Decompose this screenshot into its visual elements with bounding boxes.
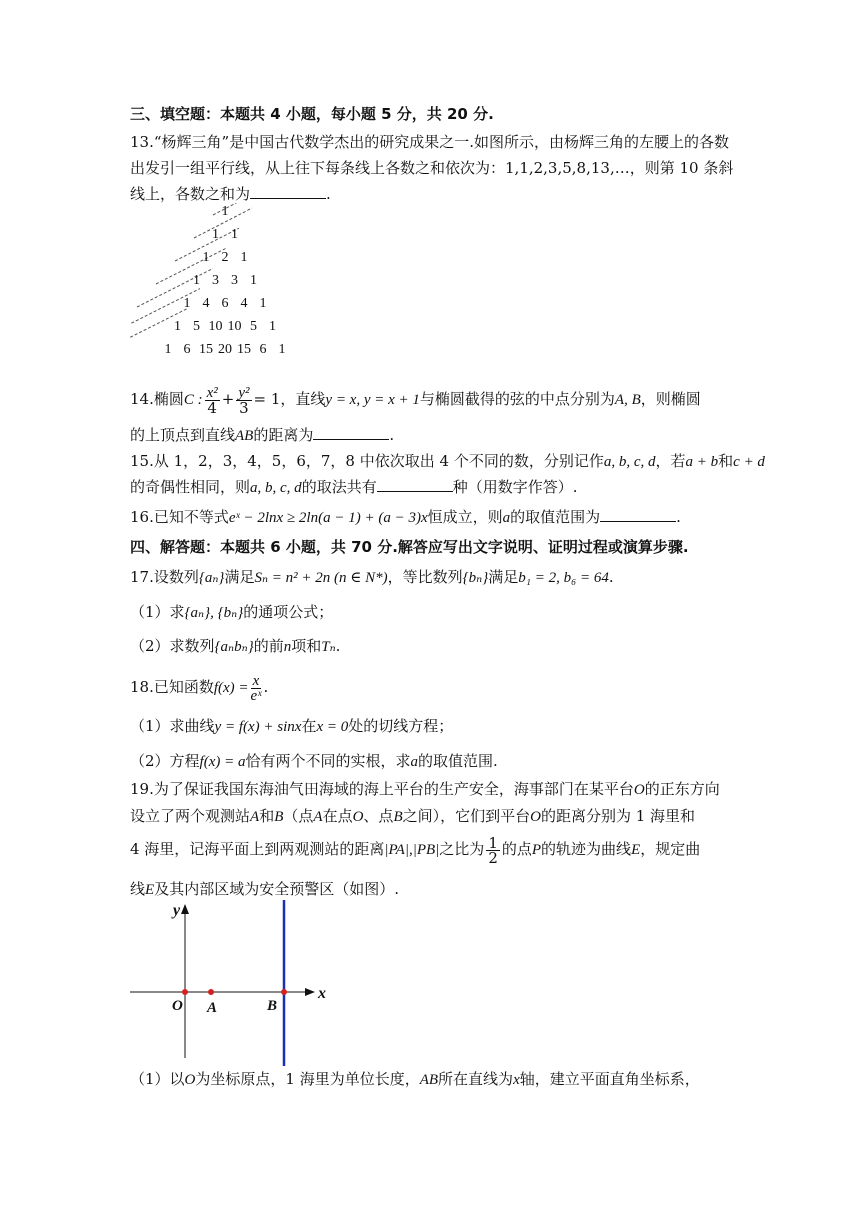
line-equations: y = x, y = x + 1 (325, 392, 420, 408)
q19-text: 设立了两个观测站 (130, 807, 251, 825)
point-b: B (393, 809, 403, 825)
q14-text: 14.椭圆 (130, 390, 184, 408)
triangle-number: 1 (183, 296, 191, 311)
q13-period: . (326, 185, 331, 203)
seq-bn: {bₙ} (462, 570, 489, 586)
q15-text: 种（用数字作答）. (452, 478, 578, 496)
frac-den: 2 (488, 848, 498, 867)
q19-text: 4 海里，记海平面上到两观测站的距离 (130, 840, 385, 858)
triangle-number: 3 (231, 273, 238, 288)
line-ab: AB (419, 1072, 439, 1088)
y-label: y (173, 902, 181, 919)
frac-num: x² (206, 384, 218, 401)
q17-part2 (130, 635, 340, 658)
seq-anbn: {aₙbₙ} (214, 639, 254, 655)
q15-text: 的奇偶性相同，则 (130, 478, 251, 496)
triangle-number: 1 (278, 342, 286, 357)
yanghui-triangle-figure (130, 203, 330, 368)
vars-abcd: a, b, c, d (250, 480, 302, 496)
frac-den: 4 (207, 398, 217, 417)
points-ab: A, B (614, 392, 641, 408)
frac-half (486, 833, 500, 867)
answer-blank[interactable] (250, 184, 326, 199)
q19-text: 之比为 (439, 840, 485, 858)
answer-blank[interactable] (377, 477, 453, 492)
point-o: O (530, 809, 541, 825)
ellipse-name: C : (183, 392, 203, 408)
point-b: B (274, 809, 284, 825)
point-a: A (313, 809, 323, 825)
q16-text: 的取值范围为 (510, 508, 601, 526)
triangle-number: 15 (199, 342, 213, 357)
point-p: P (531, 842, 542, 858)
triangle-number: 6 (183, 342, 191, 357)
o-label: O (172, 998, 183, 1014)
q18-text: 的取值范围. (418, 752, 498, 770)
q18-text: 18.已知函数 (130, 678, 214, 696)
q18-text: 处的切线方程； (348, 717, 454, 735)
q17-text: （1）求 (130, 603, 185, 621)
triangle-number: 1 (269, 319, 276, 334)
frac-den: eˣ (250, 687, 262, 704)
q15-line1 (130, 450, 765, 473)
inequality: eˣ − 2lnx ≥ 2ln(a − 1) + (a − 3)x (228, 510, 428, 526)
q19-text: 线 (130, 880, 146, 898)
q19-text: 在点 (322, 807, 353, 825)
triangle-number: 20 (218, 342, 232, 357)
q19-part1 (130, 1068, 700, 1091)
x-label: x (318, 985, 326, 1002)
a-label: A (207, 1000, 218, 1016)
q17-part1 (130, 601, 333, 624)
triangle-number: 1 (193, 273, 200, 288)
triangle-number: 6 (221, 296, 229, 311)
answer-blank[interactable] (600, 507, 676, 522)
q18-period: . (263, 678, 269, 696)
curve-e: E (145, 882, 155, 898)
y-axis-arrow (181, 904, 189, 914)
var-a: a (502, 510, 511, 526)
q19-text: 所在直线为 (438, 1070, 514, 1088)
q19-line1 (130, 778, 720, 801)
triangle-number: 1 (250, 273, 257, 288)
distances: |PA|,|PB| (384, 842, 440, 858)
q19-text: 之间），它们到平台 (402, 807, 531, 825)
q16-text: 恒成立，则 (427, 508, 503, 526)
frac-den: 3 (239, 398, 249, 417)
triangle-number: 5 (193, 319, 200, 334)
answer-blank[interactable] (313, 425, 389, 440)
triangle-number: 15 (237, 342, 251, 357)
q19-line2 (130, 805, 695, 828)
equation: f(x) = a (199, 754, 246, 770)
q19-text: （1）以 (130, 1070, 185, 1088)
q19-text: 及其内部区域为安全预警区（如图）. (154, 880, 399, 898)
q18-text: 在 (301, 717, 317, 735)
q14-text: ，则椭圆 (640, 390, 701, 408)
curve-e: E (631, 842, 641, 858)
var-x: x (513, 1072, 520, 1088)
expr-a-plus-b: a + b (685, 454, 719, 470)
var-n: n (283, 639, 292, 655)
triangle-number: 6 (259, 342, 267, 357)
q17-text: 的通项公式； (243, 603, 334, 621)
point-o-dot (182, 989, 188, 995)
q18-line1 (130, 672, 268, 703)
q18-text: （1）求曲线 (130, 717, 215, 735)
q17-text: 满足 (488, 568, 519, 586)
q17-text: ，等比数列 (387, 568, 463, 586)
q19-text: 19.为了保证我国东海油气田海域的海上平台的生产安全，海事部门在某平台 (130, 780, 634, 798)
var-a: a (410, 754, 418, 770)
q13-line2: 出发引一组平行线，从上往下每条线上各数之和依次为：1,1,2,3,5,8,13,…，则第 10 条斜 (130, 159, 734, 177)
q18-part1 (130, 715, 453, 738)
q19-text: 的正东方向 (644, 780, 720, 798)
sum-formula: Sₙ = n² + 2n (n ∈ N*) (254, 570, 388, 586)
q13-line3 (130, 183, 331, 205)
b-label: B (267, 998, 278, 1014)
triangle-number: 1 (259, 296, 267, 311)
q14-text: 的上顶点到直线 (130, 426, 236, 444)
q19-text: （点 (283, 807, 314, 825)
q14-text: 与椭圆截得的弦的中点分别为 (419, 390, 615, 408)
q18-text: 恰有两个不同的实根，求 (245, 752, 411, 770)
q14-line1 (130, 384, 701, 415)
q17-text: （2）求数列 (130, 637, 215, 655)
point-a-dot (208, 989, 214, 995)
q17-period: . (608, 568, 614, 586)
frac-num: x (251, 674, 262, 689)
q17-text: 满足 (224, 568, 255, 586)
point-b-dot (281, 989, 287, 995)
frac-x2-4 (205, 386, 220, 415)
section-4-title: 四、解答题：本题共 6 小题，共 70 分.解答应写出文字说明、证明过程或演算步骤. (130, 538, 689, 556)
frac-y2-3 (236, 386, 251, 415)
q19-text: 的点 (501, 840, 532, 858)
equals-one: = 1 (253, 390, 281, 408)
q17-text: 项和 (291, 637, 322, 655)
triangle-number: 1 (164, 342, 172, 357)
frac-num: y² (238, 384, 250, 401)
q17-period: . (335, 637, 341, 655)
triangle-number: 5 (250, 319, 257, 334)
q15-line2 (130, 476, 577, 499)
line-ab: AB (235, 428, 254, 444)
seqs: {aₙ}, {bₙ} (184, 605, 244, 621)
q15-text: ，若 (655, 452, 686, 470)
q15-text: 和 (718, 452, 734, 470)
q14-period: . (389, 426, 395, 444)
sum-tn: Tₙ (321, 639, 336, 655)
q19-text: ，规定曲 (640, 840, 701, 858)
point-o: O (633, 782, 645, 798)
point-a: A (250, 809, 260, 825)
function-f: f(x) = (213, 680, 249, 696)
q18-text: （2）方程 (130, 752, 200, 770)
q13-line1: 13.“杨辉三角”是中国古代数学杰出的研究成果之一.如图所示，由杨辉三角的左腰上的各数 (130, 133, 729, 151)
triangle-number: 4 (202, 296, 210, 311)
q17-text: 的前 (253, 637, 284, 655)
triangle-number: 1 (202, 250, 210, 265)
curve-equation: y = f(x) + sinx (214, 719, 302, 735)
q18-part2 (130, 750, 498, 773)
q16-line (130, 506, 681, 529)
q19-line3 (130, 833, 700, 866)
triangle-number: 2 (221, 250, 229, 265)
q14-line2 (130, 424, 394, 447)
expr-c-plus-d: c + d (733, 454, 765, 470)
triangle-number: 10 (227, 319, 242, 334)
triangle-number: 1 (212, 227, 219, 242)
q16-period: . (676, 508, 681, 526)
vars-abcd: a, b, c, d (603, 454, 656, 470)
seq-an: {aₙ} (198, 570, 225, 586)
q19-text: 、点 (363, 807, 394, 825)
triangle-number: 1 (221, 204, 229, 219)
q17-text: 17.设数列 (130, 568, 199, 586)
plus-sign: + (221, 390, 235, 408)
q14-text: 的距离为 (253, 426, 314, 444)
q19-text: 和 (259, 807, 275, 825)
triangle-number: 4 (240, 296, 248, 311)
x-equals-zero: x = 0 (316, 719, 349, 735)
q19-text: 的距离分别为 1 海里和 (540, 807, 696, 825)
frac-x-ex (251, 674, 262, 703)
triangle-number: 3 (212, 273, 219, 288)
q15-text: 15.从 1，2，3，4，5，6，7，8 中依次取出 4 个不同的数，分别记作 (130, 452, 604, 470)
q13-text: 线上，各数之和为 (130, 185, 251, 203)
point-o: O (352, 809, 364, 825)
x-axis-arrow (305, 988, 315, 996)
triangle-number: 1 (240, 250, 248, 265)
coordinate-figure (125, 898, 345, 1068)
triangle-number: 1 (231, 227, 238, 242)
section-3-title: 三、填空题：本题共 4 小题，每小题 5 分，共 20 分. (130, 105, 494, 123)
triangle-number: 1 (174, 319, 181, 334)
q19-text: 为坐标原点，1 海里为单位长度， (195, 1070, 420, 1088)
q17-line1 (130, 566, 614, 589)
triangle-number: 10 (208, 319, 223, 334)
q14-text: ，直线 (280, 390, 326, 408)
q15-text: 的取法共有 (301, 478, 377, 496)
q16-text: 16.已知不等式 (130, 508, 229, 526)
frac-num: 1 (488, 833, 498, 852)
point-o: O (184, 1072, 196, 1088)
q19-text: 轴，建立平面直角坐标系， (519, 1070, 700, 1088)
q19-text: 的轨迹为曲线 (541, 840, 632, 858)
bn-conditions: b₁ = 2, b₆ = 64 (518, 570, 609, 586)
